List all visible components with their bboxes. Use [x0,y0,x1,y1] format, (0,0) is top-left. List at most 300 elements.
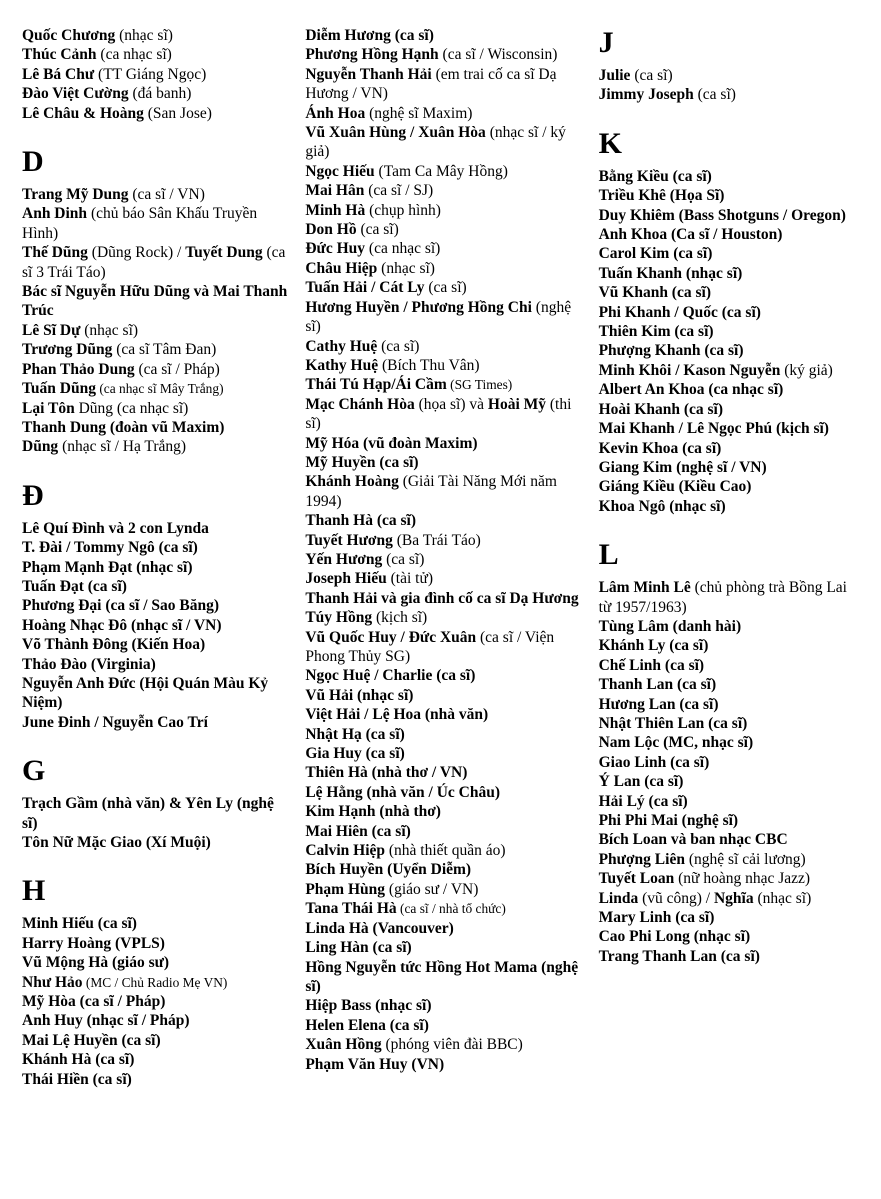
entry-name: Trang Mỹ Dung [22,186,129,204]
entry-note: (ca sĩ / Pháp) [134,360,220,378]
entry-note: (ca sĩ / Wisconsin) [438,46,558,64]
entry-name: Tôn Nữ Mặc Giao (Xí Muội) [22,834,211,851]
entry-note: (ca sĩ Tâm Đan) [112,341,217,359]
entry-name: Hoài Khanh (ca sĩ) [598,400,724,418]
section-letter-K: K [598,126,622,160]
entry-name: Võ Thành Đông (Kiến Hoa) [22,636,206,654]
list-item [599,361,859,380]
list-item [22,104,291,123]
entry-name: Phương Hồng Hạnh [305,46,439,64]
list-item [599,772,859,791]
list-item [22,538,291,557]
list-item [305,628,584,667]
entry-name: Gia Huy (ca sĩ) [305,745,405,763]
list-item [305,201,584,220]
list-item [599,908,859,927]
entry-note: (Giải Tài Năng Mới năm 1994) [305,473,557,510]
list-item [22,992,291,1011]
entry-note: (kịch sĩ) [372,609,428,627]
entry-name: Linda Hà (Vancouver) [305,919,454,937]
entry-name: Jimmy Joseph [598,86,694,104]
entry-name: Mai Khanh / Lê Ngọc Phú (kịch sĩ) [598,420,829,438]
entry-name: Khánh Ly (ca sĩ) [598,637,709,655]
entry-name: Phan Thảo Dung [22,360,135,378]
list-item [305,395,584,434]
section-letter-G: G [22,754,46,788]
list-item [22,360,291,379]
entry-note: (ca sĩ / SJ) [364,182,434,200]
list-item [22,833,291,852]
list-item [599,617,859,636]
entry-name: Thanh Dung (đoàn vũ Maxim) [22,418,225,436]
entry-note-secondary: (ca sĩ 3 Trái Táo) [22,244,286,281]
entry-name: Cathy Huệ [305,337,378,355]
entry-note: (em trai cố ca sĩ Dạ Hương / VN) [305,65,557,103]
list-item [305,278,584,297]
entry-name: Việt Hải / Lệ Hoa (nhà văn) [305,706,489,724]
entry-name: Hoàng Nhạc Đô (nhạc sĩ / VN) [22,616,222,634]
entry-name: Nhật Thiên Lan (ca sĩ) [598,714,748,732]
list-item [599,830,859,849]
entry-name: Bác sĩ Nguyễn Hữu Dũng và Mai Thanh Trúc [22,283,288,320]
list-item [22,185,291,204]
entry-name: T. Đài / Tommy Ngô (ca sĩ) [22,539,198,557]
entry-name: Đức Huy [305,240,366,258]
list-item [599,927,859,946]
list-item [305,686,584,705]
entry-name: Tùng Lâm (danh hài) [598,617,742,635]
entry-name: Phạm Hùng [305,880,386,898]
entry-name: Thanh Lan (ca sĩ) [598,676,717,694]
entry-note: (chủ phòng trà Bồng Lai từ 1957/1963) [598,579,847,616]
entry-note: (Ba Trái Táo) [392,531,481,549]
column-3 [599,26,859,966]
entry-name: Khoa Ngô (nhạc sĩ) [598,497,726,515]
entry-name: Phượng Liên [598,850,685,868]
list-item [305,26,584,45]
entry-name: Vũ Quốc Huy / Đức Xuân [305,628,477,646]
entry-note: (SG Times) [446,377,513,393]
list-item [599,439,859,458]
entry-name: Phạm Mạnh Đạt (nhạc sĩ) [22,558,193,576]
entry-name: Cao Phi Long (nhạc sĩ) [598,928,751,946]
list-item [305,1035,584,1054]
entry-name: Vũ Mộng Hà (giáo sư) [22,954,170,972]
list-item [305,550,584,569]
entry-note-secondary: (thi sĩ) [305,395,572,433]
list-item [599,419,859,438]
entry-note: (San Jose) [143,104,212,122]
list-item [22,1070,291,1089]
list-item [305,434,584,453]
list-item [599,889,859,908]
list-item [599,264,859,283]
section-letter-H: H [22,874,46,908]
entry-note: (vũ công) / [638,889,714,907]
entry-name: Helen Elena (ca sĩ) [305,1016,429,1034]
entry-name: Ánh Hoa [305,104,366,122]
list-item [305,181,584,200]
entry-name: Phi Khanh / Quốc (ca sĩ) [598,303,761,321]
list-item [22,65,291,84]
list-item [305,783,584,802]
entry-name: Minh Khôi / Kason Nguyễn [598,361,781,379]
list-item [305,996,584,1015]
entry-name: Lê Châu & Hoàng [22,104,144,122]
entry-name: Thiên Hà (nhà thơ / VN) [305,764,468,782]
entry-name: Kim Hạnh (nhà thơ) [305,803,441,821]
list-item [305,938,584,957]
entry-name: Ngọc Huệ / Charlie (ca sĩ) [305,667,476,685]
entry-name: Hải Lý (ca sĩ) [598,792,688,810]
entry-note: (nhà thiết quần áo) [385,842,506,860]
list-item [22,84,291,103]
entry-note: (nghệ sĩ cải lương) [684,850,806,868]
entry-name: Ling Hàn (ca sĩ) [305,939,412,957]
list-item [22,577,291,596]
list-item [305,472,584,511]
entry-note-secondary: (nhạc sĩ) [753,889,812,907]
list-item [599,869,859,888]
entry-name: Dũng [22,438,59,456]
list-item [305,337,584,356]
list-item [22,204,291,243]
entry-name: Lê Sĩ Dự [22,321,81,339]
list-item [22,519,291,538]
entry-name-secondary: Nghĩa [713,889,754,907]
section-letter-L: L [598,538,619,572]
entry-note: (ca nhạc sĩ) [365,240,441,258]
entry-note: (phóng viên đài BBC) [381,1036,523,1054]
entry-note: (nữ hoàng nhạc Jazz) [674,870,811,888]
entry-note: (nhạc sĩ / Hạ Trắng) [58,438,187,456]
list-item [599,66,859,85]
list-item [305,880,584,899]
entry-name: Quốc Chương [22,27,116,44]
entry-name: Trạch Gầm (nhà văn) & Yên Ly (nghệ sĩ) [22,795,274,832]
entry-name: Hồng Nguyễn tức Hồng Hot Mama (nghệ sĩ) [305,958,579,995]
entry-name: Lê Quí Đình và 2 con Lynda [22,519,209,537]
entry-note: (chụp hình) [365,201,441,219]
entry-name: Khánh Hoàng [305,473,399,491]
list-item [599,458,859,477]
entry-name: Calvin Hiệp [305,842,386,860]
list-item [305,162,584,181]
list-item [599,695,859,714]
list-item [22,973,291,992]
entry-name: Khánh Hà (ca sĩ) [22,1051,135,1069]
list-item [305,589,584,608]
entry-name: Tana Thái Hà [305,900,397,918]
entry-name: Kevin Khoa (ca sĩ) [598,439,722,457]
entry-name: Hương Lan (ca sĩ) [598,695,719,713]
list-item [599,380,859,399]
entry-name: Diễm Hương (ca sĩ) [305,27,434,44]
list-item [305,763,584,782]
entry-note: (đá banh) [128,85,192,103]
entry-name: Thanh Hải và gia đình cố ca sĩ Dạ Hương [305,589,579,607]
list-item [305,1055,584,1074]
entry-note: (ca sĩ) [630,67,673,84]
list-item [599,811,859,830]
entry-name: Phương Đại (ca sĩ / Sao Băng) [22,597,220,615]
section-letter-D: D [22,145,44,179]
list-item [305,569,584,588]
entry-note: (Tam Ca Mây Hồng) [374,162,508,180]
column-2 [305,26,598,1074]
entry-name: Anh Khoa (Ca sĩ / Houston) [598,226,783,244]
list-item [305,802,584,821]
entry-name: Xuân Hồng [305,1036,382,1054]
entry-name: Thái Hiền (ca sĩ) [22,1070,132,1088]
entry-name: Triều Khê (Họa Sĩ) [598,187,725,205]
entry-note: (ca sĩ / nhà tổ chức) [396,901,506,917]
list-item [305,860,584,879]
entry-name: Chế Linh (ca sĩ) [598,656,705,674]
entry-name: Phi Phi Mai (nghệ sĩ) [598,812,739,829]
entry-name: Albert An Khoa (ca nhạc sĩ) [598,381,784,399]
entry-name: Đào Việt Cường [22,85,129,103]
list-item [599,947,859,966]
list-item [599,400,859,419]
list-item [305,453,584,472]
entry-note: (ký giả) [780,361,833,379]
entry-note: (họa sĩ) và [414,395,488,413]
list-item [22,616,291,635]
entry-name: Lệ Hằng (nhà văn / Úc Châu) [305,783,500,801]
list-item [22,340,291,359]
entry-note: (ca sĩ) [356,221,399,239]
list-item [599,283,859,302]
entry-name: Thế Dũng [22,244,88,262]
entry-name: Thảo Đào (Virginia) [22,655,156,673]
entry-name: Thúc Cảnh [22,46,97,64]
list-item [599,636,859,655]
list-item [599,733,859,752]
list-item [22,45,291,64]
entry-note: (nhạc sĩ) [377,259,435,277]
list-item [22,674,291,713]
entry-note: Dũng (ca nhạc sĩ) [74,399,189,417]
entry-name: Vũ Khanh (ca sĩ) [598,284,711,302]
entry-name: Hiệp Bass (nhạc sĩ) [305,997,432,1015]
list-item [305,725,584,744]
entry-name: Phượng Khanh (ca sĩ) [598,342,744,360]
section-letter-Đ: Đ [22,478,44,512]
list-item [22,437,291,456]
entry-name: Tuấn Đạt (ca sĩ) [22,577,127,595]
entry-name: Duy Khiêm (Bass Shotguns / Oregon) [598,206,846,224]
list-item [599,714,859,733]
list-item [22,934,291,953]
entry-note: (nhạc sĩ) [115,27,173,44]
three-column-layout [22,26,859,1189]
list-item [599,753,859,772]
list-item [22,953,291,972]
entry-name: Lâm Minh Lê [598,579,691,597]
entry-name: Vũ Xuân Hùng / Xuân Hòa [305,124,486,142]
list-item [599,497,859,516]
entry-name: Don Hồ [305,221,357,239]
entry-note: (ca sĩ) [693,86,736,104]
list-item [22,1011,291,1030]
entry-name: Lê Bá Chư [22,65,95,83]
list-item [22,655,291,674]
list-item [305,239,584,258]
entry-name: Mỹ Huyền (ca sĩ) [305,453,419,471]
list-item [22,914,291,933]
list-item [599,244,859,263]
entry-name: Julie [598,67,631,84]
list-item [22,596,291,615]
entry-name: Giao Linh (ca sĩ) [598,753,710,771]
entry-name: Carol Kim (ca sĩ) [598,245,713,263]
list-item [22,713,291,732]
list-item [305,375,584,394]
list-item [305,919,584,938]
entry-name: Bích Huyền (Uyển Diễm) [305,861,472,879]
entry-name: Túy Hồng [305,609,373,627]
entry-note: (ca sĩ / Viện Phong Thủy SG) [305,628,555,665]
list-item [599,675,859,694]
entry-name: Tuấn Dũng [22,380,96,398]
list-item [599,850,859,869]
entry-note: (TT Giáng Ngọc) [94,65,207,83]
list-item [22,379,291,398]
list-item [599,792,859,811]
entry-note: (ca sĩ) [424,279,467,297]
entry-name: Thanh Hà (ca sĩ) [305,512,417,530]
entry-name: Thiên Kim (ca sĩ) [598,323,714,341]
list-item [599,85,859,104]
list-item [599,167,859,186]
entry-name: Tuấn Khanh (nhạc sĩ) [598,264,743,282]
entry-name-secondary: Hoài Mỹ [487,395,547,413]
list-item [305,744,584,763]
entry-name: Kathy Huệ [305,356,379,374]
entry-name: Ý Lan (ca sĩ) [598,773,684,791]
list-item [22,558,291,577]
list-item [22,794,291,833]
section-letter-J: J [598,26,614,59]
list-item [599,477,859,496]
entry-note: (ca nhạc sĩ) [96,46,172,64]
entry-name: Linda [598,889,639,907]
entry-note: (nghệ sĩ Maxim) [365,104,473,122]
entry-name: Tuyết Hương [305,531,393,549]
entry-name: Nguyễn Thanh Hải [305,65,432,83]
list-item [22,243,291,282]
list-item [305,298,584,337]
entry-name: Minh Hiếu (ca sĩ) [22,915,137,933]
entry-name: Anh Dinh [22,205,88,223]
entry-note: (ca nhạc sĩ Mây Trắng) [95,381,224,397]
list-item [305,958,584,997]
list-item [22,635,291,654]
entry-name: Trương Dũng [22,341,113,359]
list-item [22,399,291,418]
entry-name: Mary Linh (ca sĩ) [598,909,715,927]
list-item [305,531,584,550]
entry-name: Mỹ Hóa (vũ đoàn Maxim) [305,434,478,452]
entry-name: June Đinh / Nguyễn Cao Trí [22,713,208,731]
list-item [305,1016,584,1035]
entry-name: Nam Lộc (MC, nhạc sĩ) [598,734,754,752]
entry-name: Yến Hương [305,550,383,568]
list-item [22,282,291,321]
entry-name: Phạm Văn Huy (VN) [305,1055,445,1073]
entry-note: (nghệ sĩ) [305,298,572,336]
list-item [305,822,584,841]
entry-note: (Bích Thu Vân) [378,356,480,374]
entry-name: Mỹ Hòa (ca sĩ / Pháp) [22,993,166,1011]
entry-name: Nguyễn Anh Đức (Hội Quán Màu Kỷ Niệm) [22,674,269,712]
entry-note: (ca sĩ) [377,337,420,355]
list-item [22,418,291,437]
entry-name: Nhật Hạ (ca sĩ) [305,725,405,743]
entry-name: Mai Lệ Huyền (ca sĩ) [22,1031,161,1049]
list-item [599,656,859,675]
list-item [305,123,584,162]
entry-name: Như Hảo [22,973,83,991]
list-item [305,259,584,278]
entry-name: Mạc Chánh Hòa [305,395,415,413]
entry-name: Tuấn Hải / Cát Ly [305,279,425,297]
entry-name-secondary: Tuyết Dung [185,244,263,262]
entry-note: (nhạc sĩ / ký giả) [305,124,566,161]
list-item [305,104,584,123]
list-item [22,26,291,45]
list-item [22,1031,291,1050]
list-item [599,225,859,244]
entry-note: (nhạc sĩ) [80,321,139,339]
entry-name: Châu Hiệp [305,259,378,277]
list-item [599,578,859,617]
list-item [305,666,584,685]
entry-note: (ca sĩ / VN) [128,186,205,204]
list-item [305,511,584,530]
entry-note: (giáo sư / VN) [385,880,479,898]
list-item [305,45,584,64]
entry-name: Giáng Kiều (Kiều Cao) [598,478,752,496]
entry-name: Thái Tú Hạp/Ái Cầm [305,376,447,394]
entry-name: Mai Hân [305,182,365,200]
entry-name: Bích Loan và ban nhạc CBC [598,831,788,849]
entry-name: Tuyết Loan [598,870,675,888]
entry-note: (Dũng Rock) / [87,244,186,262]
entry-name: Lại Tôn [22,399,75,417]
entry-note: (ca sĩ) [382,550,425,568]
entry-name: Minh Hà [305,201,366,219]
entry-name: Hương Huyền / Phương Hồng Chi [305,298,532,316]
list-item [305,899,584,918]
list-item [22,321,291,340]
list-item [599,186,859,205]
entry-name: Joseph Hiếu [305,570,387,588]
entry-note: (chủ báo Sân Khấu Truyền Hình) [22,205,258,242]
list-item [305,356,584,375]
entry-name: Bằng Kiều (ca sĩ) [598,167,712,185]
list-item [599,322,859,341]
entry-name: Ngọc Hiếu [305,162,375,180]
list-item [305,65,584,104]
list-item [599,303,859,322]
list-item [305,608,584,627]
list-item [599,341,859,360]
list-item [305,705,584,724]
list-item [22,1050,291,1069]
entry-name: Trang Thanh Lan (ca sĩ) [598,947,760,965]
